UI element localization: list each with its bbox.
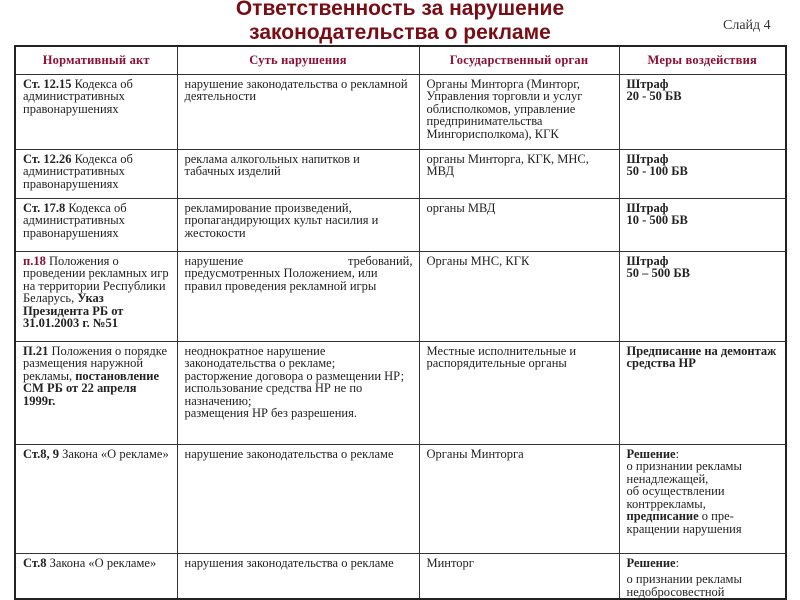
violation-line: неоднократное нарушение законодательства о рекламе; [184, 343, 336, 370]
measure-colon: : [675, 555, 680, 570]
cell-violation: рекламирование произведений, пропагандирующих культ насилия и жестокости [177, 198, 419, 251]
act-article: Ст. 12.15 [23, 76, 72, 91]
act-article: п.18 [23, 253, 46, 268]
cell-measure [619, 553, 786, 599]
table-row [15, 74, 786, 149]
measure-value: 20 - 50 БВ [626, 89, 682, 103]
cell-act [15, 74, 177, 149]
table-row [15, 198, 786, 251]
measure-label: Решение [626, 446, 676, 461]
cell-authority: Органы МНС, КГК [419, 251, 619, 341]
violation-line: использование средства НР не по назначению; [184, 381, 363, 408]
measure-label: Предписание на демонтаж средства НР [626, 343, 777, 370]
cell-measure [619, 444, 786, 553]
cell-act [15, 341, 177, 444]
slide-title-line-1: Ответственность за нарушение [235, 0, 565, 20]
measure-value: о признании рекламы недобросовестной [626, 572, 742, 599]
cell-authority: Органы Минторга (Минторг, Управления торговли и услуг облисполкомов, управление предпринимательства Мингорисполкома), КГК [419, 74, 619, 149]
cell-act [15, 444, 177, 553]
cell-violation [177, 341, 419, 444]
measure-colon: : [675, 446, 680, 461]
act-text: Кодекса об административных правонарушениях [23, 200, 127, 240]
act-text: Закона «О рекламе» [46, 555, 157, 570]
act-text: Закона «О рекламе» [58, 446, 169, 461]
header-normative-act: Нормативный акт [15, 46, 177, 74]
violation-line: размещения НР без разрешения. [184, 406, 357, 420]
cell-act [15, 251, 177, 341]
cell-measure [619, 74, 786, 149]
cell-authority: Органы Минторга [419, 444, 619, 553]
cell-violation [177, 251, 419, 341]
measure-tail: о пре-кращении нарушения [626, 509, 742, 536]
violation-line: нарушение требований, [184, 253, 413, 268]
act-text: Кодекса об административных правонарушениях [23, 76, 133, 116]
measure-line: об осуществлении контррекламы, [626, 484, 725, 511]
header-measures: Меры воздействия [619, 46, 786, 74]
measure-label: Штраф [626, 200, 669, 215]
cell-authority: органы Минторга, КГК, МНС, МВД [419, 149, 619, 198]
act-text: Кодекса об административных правонарушениях [23, 151, 133, 191]
table-row [15, 251, 786, 341]
cell-violation: нарушения законодательства о рекламе [177, 553, 419, 599]
slide-title-line-2: законодательства о рекламе [249, 21, 551, 44]
act-article: Ст. 12.26 [23, 151, 72, 166]
cell-violation: нарушение законодательства о рекламной деятельности [177, 74, 419, 149]
slide-title [0, 0, 800, 45]
slide-number: Слайд 4 [723, 18, 771, 33]
table-row [15, 149, 786, 198]
act-text: Положения о порядке размещения наружной рекламы, [23, 343, 168, 383]
cell-act [15, 553, 177, 599]
measure-label: Штраф [626, 253, 669, 268]
measure-value: 50 – 500 БВ [626, 266, 690, 280]
measure-order: предписание [626, 509, 699, 523]
cell-act [15, 149, 177, 198]
cell-measure [619, 251, 786, 341]
cell-authority: Минторг [419, 553, 619, 599]
measure-label: Штраф [626, 76, 669, 91]
measure-label: Решение [626, 555, 676, 570]
table-header-row [15, 46, 786, 74]
cell-authority: Местные исполнительные и распорядительные органы [419, 341, 619, 444]
act-decree: постановление СМ РБ от 22 апреля 1999г. [23, 368, 160, 408]
liability-table [14, 45, 787, 600]
cell-measure [619, 341, 786, 444]
measure-label: Штраф [626, 151, 669, 166]
act-decree: Указ Президента РБ от 31.01.2003 г. №51 [23, 291, 124, 330]
table-row [15, 341, 786, 444]
act-article: Ст. 17.8 [23, 200, 66, 215]
violation-text: предусмотренных Положением, или правил проведения рекламной игры [184, 266, 378, 293]
cell-violation: нарушение законодательства о рекламе [177, 444, 419, 553]
header-authority: Государственный орган [419, 46, 619, 74]
header-violation: Суть нарушения [177, 46, 419, 74]
act-article: Ст.8, 9 [23, 446, 59, 461]
cell-act [15, 198, 177, 251]
act-text: Положения о проведении рекламных игр на территории Республики Беларусь, [23, 253, 169, 305]
cell-measure [619, 149, 786, 198]
measure-line: о признании рекламы ненадлежащей, [626, 459, 742, 486]
violation-line: расторжение договора о размещении НР; [184, 368, 405, 383]
cell-measure [619, 198, 786, 251]
act-article: П.21 [23, 343, 49, 358]
table-row [15, 553, 786, 599]
cell-authority: органы МВД [419, 198, 619, 251]
act-article: Ст.8 [23, 555, 47, 570]
measure-value: 10 - 500 БВ [626, 213, 688, 227]
cell-violation: реклама алкогольных напитков и табачных изделий [177, 149, 419, 198]
table-row [15, 444, 786, 553]
measure-value: 50 - 100 БВ [626, 164, 688, 178]
